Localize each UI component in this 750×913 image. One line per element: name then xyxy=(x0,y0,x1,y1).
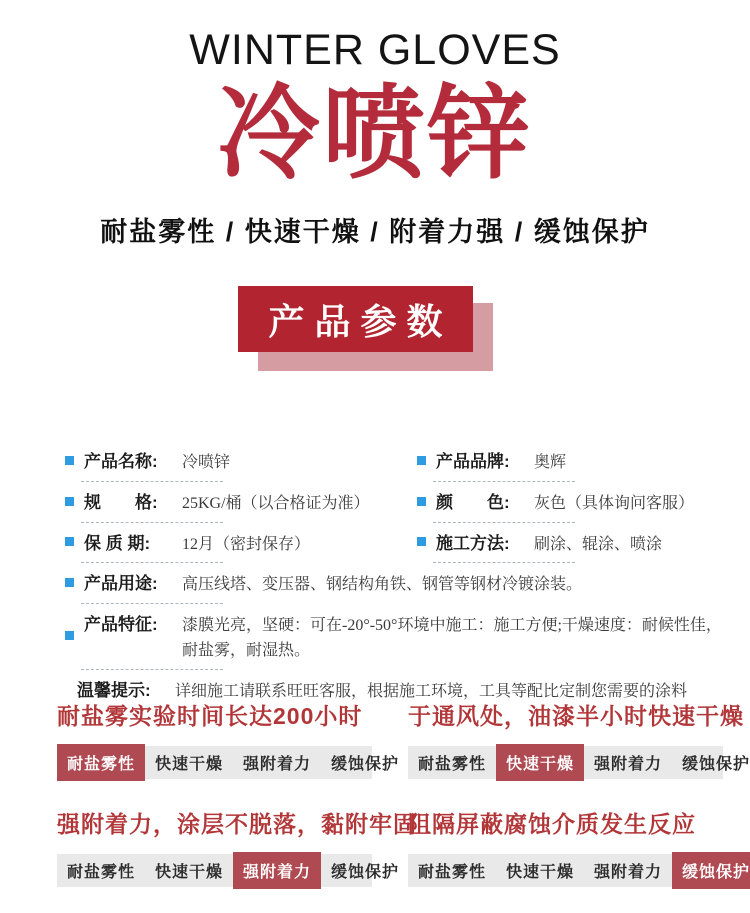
param-value: 高压线塔、变压器、钢结构角铁、钢管等钢材冷镀涂装。 xyxy=(182,576,583,594)
bullet-square-icon xyxy=(417,456,426,465)
feature-block-salt-spray xyxy=(57,698,400,779)
feature-tag: 缓蚀保护 xyxy=(672,852,750,889)
param-label: 产品用途: xyxy=(84,574,158,594)
english-title: WINTER GLOVES xyxy=(189,26,561,74)
param-value: 刷涂、辊涂、喷涂 xyxy=(534,535,663,553)
param-item-name xyxy=(57,441,409,482)
param-label: 产品品牌: xyxy=(436,452,510,471)
feature-tag: 快速干燥 xyxy=(155,864,224,881)
param-label: 规 格: xyxy=(84,492,158,512)
param-item-color xyxy=(409,482,722,523)
feature-tag: 快速干燥 xyxy=(155,756,224,773)
feature-heading: 于通风处，油漆半小时快速干燥 xyxy=(408,703,744,729)
param-value: 详细施工请联系旺旺客服，根据施工环境，工具等配比定制您需要的涂料 xyxy=(175,682,688,700)
parameters-section xyxy=(57,441,722,705)
param-item-brand xyxy=(409,441,722,482)
feature-tag: 强附着力 xyxy=(243,756,312,773)
bullet-square-icon xyxy=(65,631,74,640)
feature-tagbar xyxy=(57,746,400,779)
feature-heading: 强附着力，涂层不脱落，黏附牢固 xyxy=(57,811,417,837)
feature-tag: 耐盐雾性 xyxy=(418,756,487,773)
param-value: 灰色（具体询问客服） xyxy=(534,494,695,512)
param-value: 冷喷锌 xyxy=(182,454,231,471)
feature-block-adhesion xyxy=(57,806,417,887)
param-row-pair xyxy=(57,482,722,523)
param-value: 12月（密封保存） xyxy=(182,535,311,553)
bullet-square-icon xyxy=(417,537,426,546)
product-name-title: 冷喷锌 xyxy=(217,77,533,191)
param-row-pair xyxy=(57,523,722,564)
bullet-square-icon xyxy=(417,497,426,506)
feature-tag: 强附着力 xyxy=(233,852,321,889)
param-label: 颜 色: xyxy=(436,492,510,512)
section-title-banner: 产品参数 xyxy=(238,286,473,352)
feature-heading: 阻隔屏蔽腐蚀介质发生反应 xyxy=(408,811,696,837)
param-item-spec xyxy=(57,482,409,523)
feature-tag: 缓蚀保护 xyxy=(331,756,400,773)
param-label: 保 质 期: xyxy=(84,533,151,553)
param-value: 奥辉 xyxy=(534,454,567,471)
feature-tag: 强附着力 xyxy=(594,756,663,773)
param-row-pair xyxy=(57,441,722,482)
feature-subtitle: 耐盐雾性 / 快速干燥 / 附着力强 / 缓蚀保护 xyxy=(100,217,650,247)
param-label: 温馨提示: xyxy=(77,680,151,700)
dashed-divider xyxy=(81,562,223,563)
param-value: 25KG/桶（以合格证为准） xyxy=(182,494,370,512)
feature-tag: 缓蚀保护 xyxy=(331,864,400,881)
bullet-square-icon xyxy=(65,578,74,587)
bullet-square-icon xyxy=(65,456,74,465)
feature-tagbar xyxy=(408,746,750,779)
feature-tag: 耐盐雾性 xyxy=(418,864,487,881)
feature-blocks-grid xyxy=(57,698,750,887)
feature-tagbar xyxy=(57,854,400,887)
feature-tag: 快速干燥 xyxy=(506,864,575,881)
param-value: 漆膜光亮，坚硬：可在-20°-50°环境中施工：施工方便;干燥速度：耐候性佳，耐盐雾，耐湿热。 xyxy=(182,617,722,659)
feature-tag: 耐盐雾性 xyxy=(67,864,136,881)
feature-tag: 快速干燥 xyxy=(496,744,584,781)
param-item-usage xyxy=(57,563,722,604)
param-item-shelf-life xyxy=(57,523,409,564)
param-label: 产品名称: xyxy=(84,452,158,471)
feature-tag: 缓蚀保护 xyxy=(682,756,750,773)
feature-heading: 耐盐雾实验时间长达200小时 xyxy=(57,703,363,729)
feature-tag: 耐盐雾性 xyxy=(57,744,145,781)
feature-tag: 强附着力 xyxy=(594,864,663,881)
feature-block-corrosion-protection xyxy=(408,806,750,887)
param-label: 施工方法: xyxy=(436,533,510,553)
feature-tagbar xyxy=(408,854,750,887)
feature-block-fast-dry xyxy=(408,698,750,779)
bullet-square-icon xyxy=(65,497,74,506)
param-item-application-method xyxy=(409,523,722,564)
bullet-square-icon xyxy=(65,537,74,546)
param-label: 产品特征: xyxy=(84,615,158,635)
param-item-characteristics xyxy=(57,604,722,670)
dashed-divider xyxy=(433,562,575,563)
